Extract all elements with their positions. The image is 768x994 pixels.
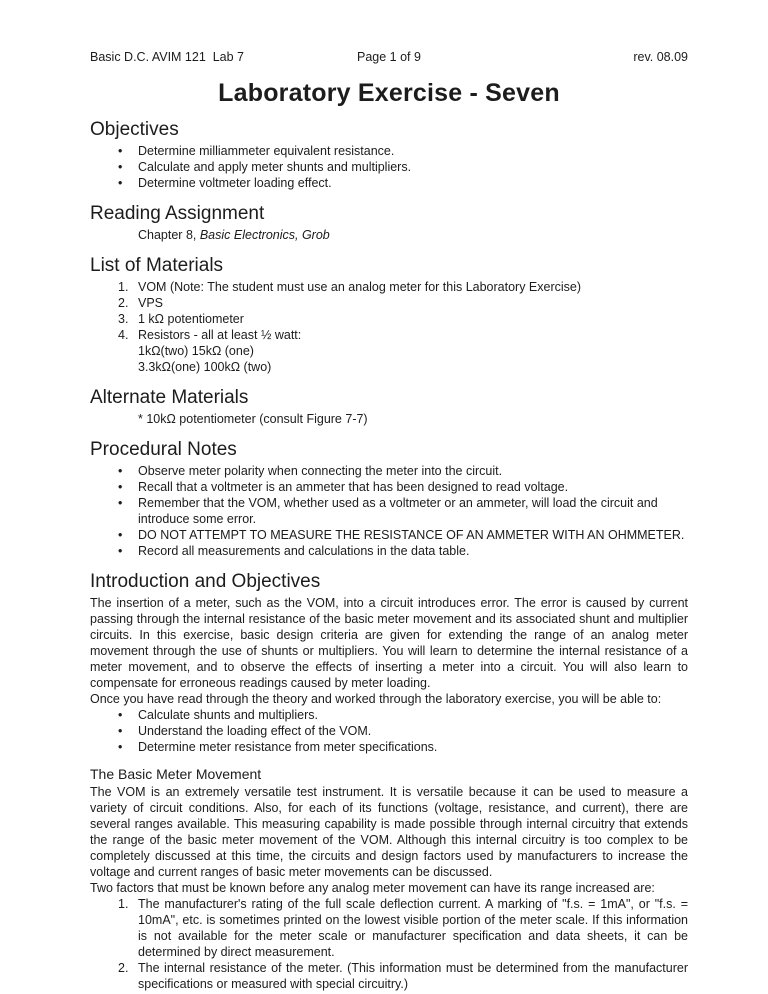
list-item bbox=[90, 495, 688, 527]
materials-heading: List of Materials bbox=[90, 255, 224, 276]
introduction-heading: Introduction and Objectives bbox=[90, 571, 321, 592]
outcome-text: Understand the loading effect of the VOM. bbox=[138, 724, 372, 738]
bullet-icon bbox=[118, 723, 136, 739]
material-detail-line: 3.3kΩ(one) 100kΩ (two) bbox=[138, 360, 272, 374]
item-number: 2. bbox=[118, 296, 129, 310]
bullet-icon bbox=[118, 495, 136, 511]
objective-text: Calculate and apply meter shunts and multipliers. bbox=[138, 160, 412, 174]
reading-assignment-heading: Reading Assignment bbox=[90, 203, 265, 224]
list-item bbox=[90, 327, 688, 375]
material-text: VOM (Note: The student must use an analog meter for this Laboratory Exercise) bbox=[138, 280, 582, 294]
meter-factors-list bbox=[90, 896, 688, 992]
reading-book-title: Basic Electronics, Grob bbox=[199, 228, 330, 242]
introduction-paragraph-1: The insertion of a meter, such as the VOM, into a circuit introduces error. The error is caused by current passing through the internal resistance of the basic meter movement and its associated shunt and multiplier circuits. In this exercise, basic design criteria are given for extending the range of an analog meter movement through the use of shunts or multipliers. You will learn to determine the internal resistance of a meter movement, and to observe the effects of inserting a meter into a circuit. You will also learn to compensate for erroneous readings caused by meter loading. bbox=[90, 596, 688, 690]
alternate-materials-heading: Alternate Materials bbox=[90, 387, 249, 408]
header-course: Basic D.C. AVIM 121 Lab 7 bbox=[90, 50, 245, 64]
material-text: VPS bbox=[138, 296, 164, 310]
objectives-list bbox=[90, 143, 688, 191]
list-item bbox=[90, 723, 688, 739]
list-item bbox=[90, 707, 688, 723]
introduction-paragraph-2: Once you have read through the theory and worked through the laboratory exercise, you will be able to: bbox=[90, 692, 662, 706]
bullet-icon bbox=[118, 479, 136, 495]
bullet-icon bbox=[118, 543, 136, 559]
procedural-note-text: Observe meter polarity when connecting the meter into the circuit. bbox=[138, 464, 503, 478]
item-number: 4. bbox=[118, 328, 129, 342]
reading-assignment-text bbox=[90, 227, 688, 243]
outcome-text: Calculate shunts and multipliers. bbox=[138, 708, 318, 722]
alternate-materials-note: * 10kΩ potentiometer (consult Figure 7-7) bbox=[138, 412, 368, 426]
reading-chapter: Chapter 8, bbox=[138, 228, 200, 242]
item-number: 3. bbox=[118, 312, 129, 326]
bullet-icon bbox=[118, 707, 136, 723]
material-text: Resistors - all at least ½ watt: bbox=[138, 328, 302, 342]
procedural-note-text: DO NOT ATTEMPT TO MEASURE THE RESISTANCE OF AN AMMETER WITH AN OHMMETER. bbox=[138, 528, 685, 542]
list-item bbox=[90, 960, 688, 992]
page-header bbox=[90, 49, 688, 65]
procedural-note-text: Record all measurements and calculations in the data table. bbox=[138, 544, 470, 558]
bullet-icon bbox=[118, 159, 136, 175]
material-detail-line: 1kΩ(two) 15kΩ (one) bbox=[138, 344, 254, 358]
bullet-icon bbox=[118, 175, 136, 191]
bullet-icon bbox=[118, 527, 136, 543]
item-number: 1. bbox=[118, 280, 129, 294]
list-item bbox=[90, 463, 688, 479]
item-number: 1. bbox=[118, 897, 129, 911]
list-item bbox=[90, 295, 688, 311]
bullet-icon bbox=[118, 463, 136, 479]
page-title: Laboratory Exercise - Seven bbox=[218, 79, 560, 107]
meter-factor-text: The internal resistance of the meter. (This information must be determined from the manufacturer specifications or measured with special circuitry.) bbox=[138, 961, 688, 991]
basic-meter-paragraph-1: The VOM is an extremely versatile test instrument. It is versatile because it can be used to measure a variety of circuit conditions. Also, for each of its functions (voltage, resistance, and current), there are several ranges available. This measuring capability is made possible through internal circuitry that extends the range of the basic meter movement of the VOM. Although this internal circuitry is too complex to be completely discussed at this time, the circuits and design factors used by manufacturers to increase the voltage and current ranges of basic meter movements can be discussed. bbox=[90, 785, 688, 879]
objectives-heading: Objectives bbox=[90, 119, 179, 140]
list-item bbox=[90, 527, 688, 543]
procedural-note-text: Recall that a voltmeter is an ammeter that has been designed to read voltage. bbox=[138, 480, 569, 494]
bullet-icon bbox=[118, 143, 136, 159]
list-item bbox=[90, 159, 688, 175]
list-item bbox=[90, 543, 688, 559]
introduction-outcomes-list bbox=[90, 707, 688, 755]
outcome-text: Determine meter resistance from meter specifications. bbox=[138, 740, 438, 754]
list-item bbox=[90, 311, 688, 327]
procedural-notes-heading: Procedural Notes bbox=[90, 439, 237, 460]
objective-text: Determine voltmeter loading effect. bbox=[138, 176, 332, 190]
procedural-notes-list bbox=[90, 463, 688, 559]
bullet-icon bbox=[118, 739, 136, 755]
basic-meter-paragraph-2: Two factors that must be known before any analog meter movement can have its range increased are: bbox=[90, 881, 655, 895]
procedural-note-text: Remember that the VOM, whether used as a voltmeter or an ammeter, will load the circuit and introduce some error. bbox=[138, 496, 658, 526]
list-item bbox=[90, 279, 688, 295]
list-item bbox=[90, 175, 688, 191]
header-revision: rev. 08.09 bbox=[633, 50, 688, 64]
list-item bbox=[90, 143, 688, 159]
material-text: 1 kΩ potentiometer bbox=[138, 312, 244, 326]
list-item bbox=[90, 896, 688, 960]
header-page-number: Page 1 of 9 bbox=[357, 50, 421, 64]
meter-factor-text: The manufacturer's rating of the full scale deflection current. A marking of "f.s. = 1mA", or "f.s. = 10mA", etc. is sometimes printed on the lowest visible portion of the meter scale. If this information is not available for the meter scale or manufacturer specification and data sheets, it can be determined by direct measurement. bbox=[138, 897, 688, 959]
objective-text: Determine milliammeter equivalent resistance. bbox=[138, 144, 395, 158]
basic-meter-movement-heading: The Basic Meter Movement bbox=[90, 766, 262, 782]
materials-list bbox=[90, 279, 688, 375]
list-item bbox=[90, 739, 688, 755]
list-item bbox=[90, 479, 688, 495]
item-number: 2. bbox=[118, 961, 129, 975]
